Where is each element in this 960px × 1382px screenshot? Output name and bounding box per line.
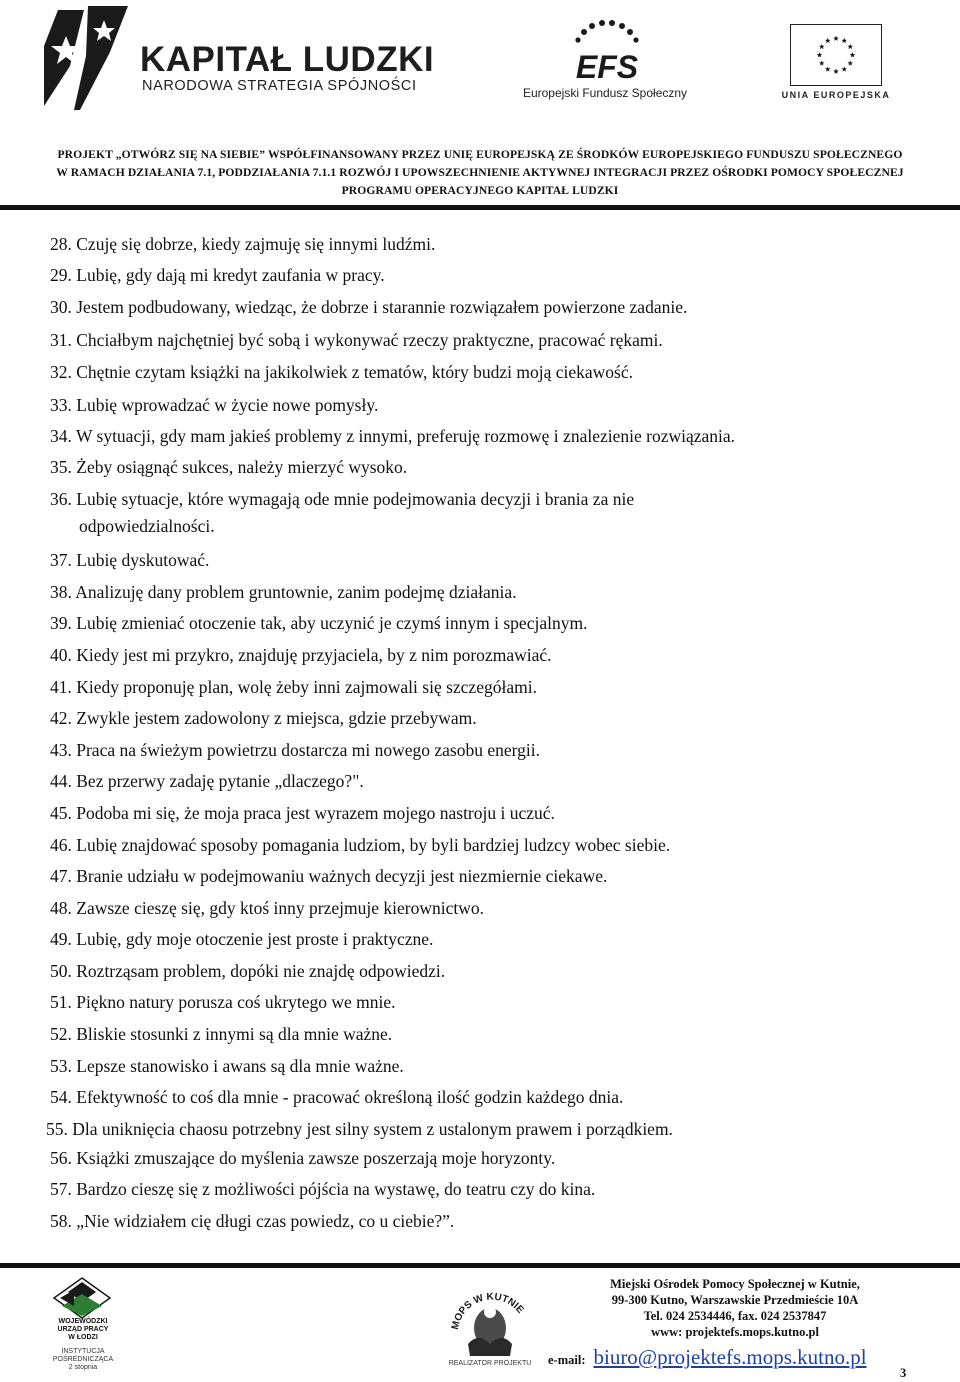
statement-item: [50, 296, 687, 318]
statement-item: [50, 1023, 392, 1045]
statement-item: [50, 612, 587, 634]
eu-star-icon: [847, 44, 853, 49]
eu-star-icon: [817, 52, 823, 57]
statement-number: 32.: [50, 362, 72, 382]
efs-caption: Europejski Fundusz Społeczny: [522, 86, 688, 100]
statement-item: [50, 549, 209, 571]
statement-number: 30.: [50, 297, 72, 317]
statement-text: Lubię, gdy moje otoczenie jest proste i praktyczne.: [76, 929, 434, 949]
project-line-1: PROJEKT „OTWÓRZ SIĘ NA SIEBIE” WSPÓŁFINANSOWANY PRZEZ UNIĘ EUROPEJSKĄ ZE ŚRODKÓW EUROPEJSKIEGO FUNDUSZU SPOŁECZNEGO: [57, 148, 903, 161]
statement-text: Lubię wprowadzać w życie nowe pomysły.: [76, 395, 379, 415]
statement-text: Książki zmuszające do myślenia zawsze poszerzają moje horyzonty.: [76, 1148, 556, 1168]
statement-item: [50, 991, 396, 1013]
statement-item: [50, 834, 670, 856]
page-number: 3: [900, 1366, 907, 1380]
statement-text: Lubię, gdy dają mi kredyt zaufania w pracy.: [76, 265, 385, 285]
statement-item: [50, 1086, 623, 1108]
footer-divider: [0, 1263, 960, 1268]
org-email-line: [548, 1345, 867, 1370]
wup-lodz-caption: [48, 1318, 118, 1372]
kapital-ludzki-logo: [40, 6, 130, 110]
statement-text: „Nie widziałem cię długi czas powiedz, co u ciebie?”.: [76, 1211, 455, 1231]
statement-item: [50, 676, 537, 698]
statement-number: 44.: [50, 771, 72, 791]
statement-item: [46, 1118, 673, 1140]
kapital-ludzki-title: KAPITAŁ LUDZKI: [140, 40, 435, 79]
statement-text: Praca na świeżym powietrzu dostarcza mi nowego zasobu energii.: [76, 740, 540, 760]
statement-text: Branie udziału w podejmowaniu ważnych decyzji jest niezmiernie ciekawe.: [76, 866, 608, 886]
eu-star-icon: [841, 38, 847, 43]
eu-flag-logo: [790, 24, 882, 86]
mops-kutno-logo: [440, 1272, 540, 1362]
statement-number: 40.: [50, 645, 72, 665]
statement-number: 47.: [50, 866, 72, 886]
statement-number: 43.: [50, 740, 72, 760]
statement-number: 50.: [50, 961, 72, 981]
header-divider: [0, 205, 960, 210]
mops-caption: REALIZATOR PROJEKTU: [448, 1360, 532, 1367]
statement-number: 57.: [50, 1179, 72, 1199]
statement-text: Roztrząsam problem, dopóki nie znajdę odpowiedzi.: [76, 961, 446, 981]
statement-text: Bliskie stosunki z innymi są dla mnie ważne.: [76, 1024, 393, 1044]
statement-number: 33.: [50, 395, 72, 415]
statement-item: [50, 960, 445, 982]
kapital-ludzki-subtitle: NARODOWA STRATEGIA SPÓJNOŚCI: [142, 78, 417, 94]
statement-item: [50, 329, 663, 351]
statement-number: 54.: [50, 1087, 72, 1107]
statement-item: [50, 264, 385, 286]
statement-number: 51.: [50, 992, 72, 1012]
statement-number: 29.: [50, 265, 72, 285]
statement-item: [50, 488, 634, 537]
statement-text: Zwykle jestem zadowolony z miejsca, gdzie przebywam.: [76, 708, 477, 728]
eu-star-icon: [825, 38, 831, 43]
statement-text: Podoba mi się, że moja praca jest wyrazem mojego nastroju i uczuć.: [76, 803, 555, 823]
statement-item: [50, 581, 517, 603]
statement-item: [50, 1178, 595, 1200]
statement-text: Jestem podbudowany, wiedząc, że dobrze i starannie rozwiązałem powierzone zadanie.: [76, 297, 688, 317]
eu-star-icon: [819, 44, 825, 49]
statement-item: [50, 425, 735, 447]
statement-text: Lubię dyskutować.: [76, 550, 210, 570]
eu-star-icon: [833, 36, 839, 41]
statement-item: [50, 897, 484, 919]
mops-arc-text: MOPS W KUTNIE: [449, 1291, 526, 1331]
statement-text: Bez przerwy zadaję pytanie „dlaczego?".: [76, 771, 364, 791]
org-address: 99-300 Kutno, Warszawskie Przedmieście 10A: [611, 1293, 859, 1307]
statement-number: 34.: [50, 426, 72, 446]
statement-text: Chciałbym najchętniej być sobą i wykonywać rzeczy praktyczne, pracować rękami.: [76, 330, 663, 350]
statement-item: [50, 1210, 454, 1232]
wup-lodz-logo: [52, 1276, 112, 1320]
statement-text: Bardzo cieszę się z możliwości pójścia na wystawę, do teatru czy do kina.: [76, 1179, 596, 1199]
email-label: e-mail:: [548, 1353, 586, 1367]
statement-number: 49.: [50, 929, 72, 949]
project-line-2: W RAMACH DZIAŁANIA 7.1, PODDZIAŁANIA 7.1.1 ROZWÓJ I UPOWSZECHNIENIE AKTYWNEJ INTEGRACJI PRZEZ OŚRODKI POMOCY SPOŁECZNEJ: [56, 166, 904, 179]
statement-text: Zawsze cieszę się, gdy ktoś inny przejmuje kierownictwo.: [76, 898, 484, 918]
wup-line-4: INSTYTUCJA: [61, 1348, 105, 1355]
statement-item: [50, 928, 433, 950]
project-line-3: PROGRAMU OPERACYJNEGO KAPITAŁ LUDZKI: [341, 184, 619, 197]
statement-text: Efektywność to coś dla mnie - pracować określoną ilość godzin każdego dnia.: [76, 1087, 624, 1107]
eu-star-icon: [825, 66, 831, 71]
statement-text: Lubię sytuacje, które wymagają ode mnie podejmowania decyzji i brania za nie: [76, 489, 635, 509]
statement-text: Lepsze stanowisko i awans są dla mnie ważne.: [76, 1056, 404, 1076]
org-name: Miejski Ośrodek Pomocy Społecznej w Kutnie,: [610, 1277, 860, 1291]
statement-number: 38.: [50, 582, 72, 602]
statement-text: Analizuję dany problem gruntownie, zanim podejmę działania.: [75, 582, 517, 602]
statement-number: 37.: [50, 550, 72, 570]
statement-item: [50, 1055, 404, 1077]
statement-item: [50, 456, 407, 478]
statement-number: 41.: [50, 677, 72, 697]
statement-number: 42.: [50, 708, 72, 728]
statement-text: Kiedy jest mi przykro, znajduję przyjaciela, by z nim porozmawiać.: [76, 645, 552, 665]
statement-text: Czuję się dobrze, kiedy zajmuję się innymi ludźmi.: [76, 234, 436, 254]
eu-star-icon: [850, 52, 856, 57]
statement-text: Kiedy proponuję plan, wolę żeby inni zajmowali się szczegółami.: [76, 677, 537, 697]
statement-item: [50, 1147, 555, 1169]
statement-number: 46.: [50, 835, 72, 855]
statement-item: [50, 770, 364, 792]
org-website: www: projektefs.mops.kutno.pl: [651, 1325, 819, 1339]
statement-item: [50, 394, 378, 416]
statement-number: 53.: [50, 1056, 72, 1076]
project-description: [0, 146, 960, 200]
statement-text: Lubię zmieniać otoczenie tak, aby uczynić je czymś innym i specjalnym.: [76, 613, 588, 633]
org-phone: Tel. 024 2534446, fax. 024 2537847: [643, 1309, 827, 1323]
wup-line-2: URZĄD PRACY: [57, 1326, 109, 1333]
statement-item: [50, 233, 435, 255]
statement-text: Lubię znajdować sposoby pomagania ludziom, by byli bardziej ludzcy wobec siebie.: [76, 835, 671, 855]
wup-line-6: 2 stopnia: [68, 1364, 98, 1371]
statement-number: 52.: [50, 1024, 72, 1044]
eu-star-icon: [847, 60, 853, 65]
statement-text: W sytuacji, gdy mam jakieś problemy z innymi, preferuję rozmowę i znalezienie rozwiązania.: [75, 426, 736, 446]
statement-number: 36.: [50, 489, 72, 509]
statement-text: Chętnie czytam książki na jakikolwiek z tematów, który budzi moją ciekawość.: [76, 362, 633, 382]
efs-logo-text: EFS: [575, 49, 639, 85]
statement-item: [50, 707, 477, 729]
statement-number: 48.: [50, 898, 72, 918]
statement-number: 39.: [50, 613, 72, 633]
eu-star-icon: [841, 66, 847, 71]
eu-star-icon: [833, 69, 839, 74]
statement-number: 45.: [50, 803, 72, 823]
statement-item: [50, 739, 540, 761]
statement-text: Żeby osiągnąć sukces, należy mierzyć wysoko.: [76, 457, 408, 477]
statement-number: 56.: [50, 1148, 72, 1168]
eu-star-icon: [819, 60, 825, 65]
statement-number: 55.: [46, 1119, 68, 1139]
email-link[interactable]: biuro@projektefs.mops.kutno.pl: [593, 1345, 867, 1369]
statement-item: [50, 865, 607, 887]
statement-text-continued: odpowiedzialności.: [79, 516, 215, 536]
wup-line-3: W ŁODZI: [68, 1334, 98, 1341]
statement-number: 31.: [50, 330, 72, 350]
statement-item: [50, 644, 552, 666]
statement-text: Piękno natury porusza coś ukrytego we mnie.: [76, 992, 396, 1012]
statement-text: Dla uniknięcia chaosu potrzebny jest silny system z ustalonym prawem i porządkiem.: [72, 1119, 673, 1139]
statement-number: 35.: [50, 457, 72, 477]
statement-number: 28.: [50, 234, 72, 254]
wup-line-5: POŚREDNICZĄCA: [52, 1356, 114, 1363]
statement-number: 58.: [50, 1211, 72, 1231]
wup-line-1: WOJEWÓDZKI: [58, 1318, 108, 1325]
eu-caption: UNIA EUROPEJSKA: [781, 90, 891, 100]
statement-item: [50, 802, 555, 824]
statement-item: [50, 361, 633, 383]
organization-address: [540, 1276, 930, 1340]
